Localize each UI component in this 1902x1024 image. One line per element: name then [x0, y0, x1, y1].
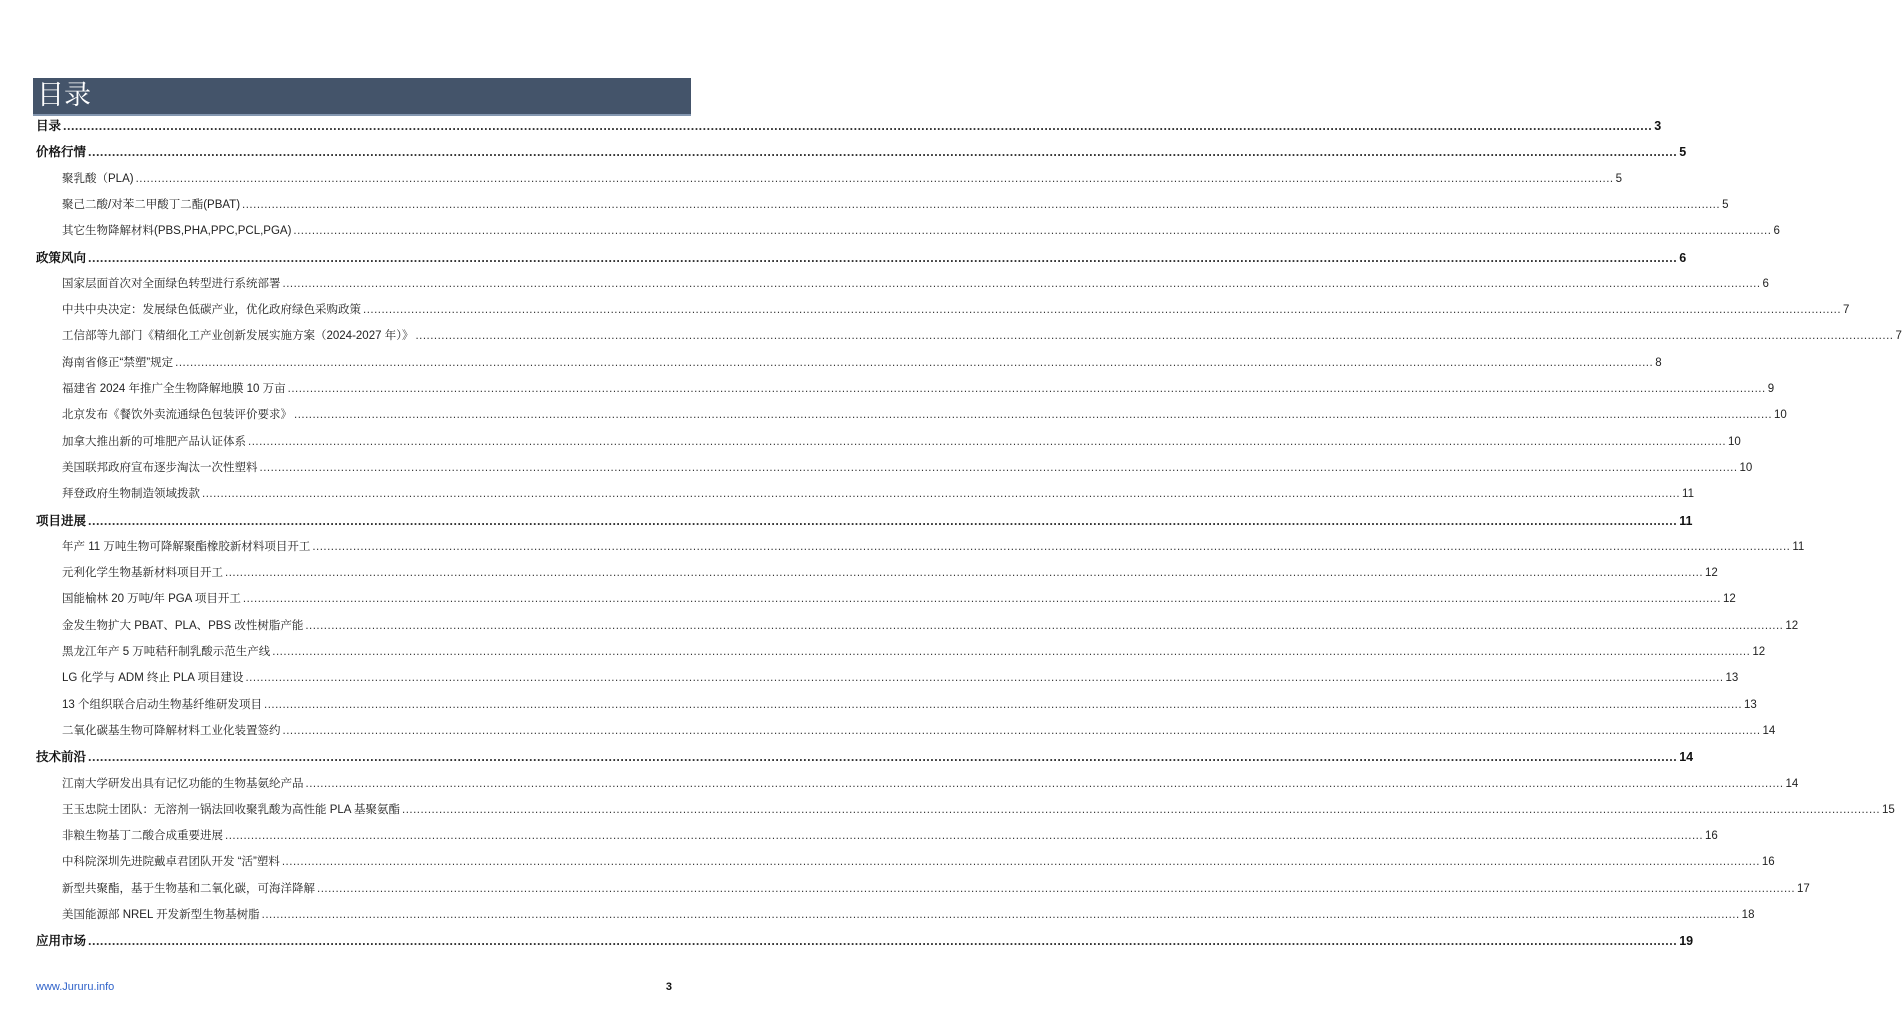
toc-dot-leader: ................................................................................................................................................................................................................................................................................................................................................................................................................	[282, 277, 1761, 290]
toc-entry-title: 13 个组织联合启动生物基纤维研发项目	[62, 698, 262, 711]
toc-dot-leader: ................................................................................................................................................................................................................................................................................................................................................................................................................	[88, 145, 1678, 160]
toc-entry-page: 11	[1792, 540, 1805, 553]
toc-entry-page: 9	[1767, 383, 1775, 395]
toc-entry-page: 3	[1654, 119, 1662, 133]
toc-entry-page: 11	[1679, 513, 1693, 528]
toc-subsection-entry[interactable]	[62, 564, 1718, 582]
toc-subsection-entry[interactable]	[62, 722, 1776, 740]
toc-dot-leader: ................................................................................................................................................................................................................................................................................................................................................................................................................	[312, 540, 1791, 553]
toc-section-entry[interactable]	[36, 143, 1687, 161]
toc-dot-leader: ................................................................................................................................................................................................................................................................................................................................................................................................................	[242, 198, 1721, 211]
toc-entry-page: 6	[1679, 250, 1687, 265]
toc-entry-title: 年产 11 万吨生物可降解聚酯橡胶新材料项目开工	[62, 540, 311, 553]
toc-subsection-entry[interactable]	[62, 170, 1623, 188]
toc-entry-title: 美国联邦政府宣布逐步淘汰一次性塑料	[62, 461, 258, 474]
toc-entry-page: 5	[1679, 145, 1687, 160]
toc-entry-page: 12	[1705, 567, 1718, 580]
toc-subsection-entry[interactable]	[62, 301, 1850, 319]
toc-dot-leader: ................................................................................................................................................................................................................................................................................................................................................................................................................	[305, 619, 1784, 632]
toc-dot-leader: ................................................................................................................................................................................................................................................................................................................................................................................................................	[88, 250, 1678, 265]
toc-entry-title: 其它生物降解材料(PBS,PHA,PPC,PCL,PGA)	[62, 225, 292, 238]
toc-dot-leader: ................................................................................................................................................................................................................................................................................................................................................................................................................	[245, 672, 1724, 685]
toc-subsection-entry[interactable]	[62, 538, 1805, 556]
toc-dot-leader: ................................................................................................................................................................................................................................................................................................................................................................................................................	[293, 225, 1772, 238]
toc-entry-title: 政策风向	[36, 250, 87, 265]
toc-dot-leader: ................................................................................................................................................................................................................................................................................................................................................................................................................	[264, 698, 1743, 711]
toc-dot-leader: ................................................................................................................................................................................................................................................................................................................................................................................................................	[281, 856, 1760, 869]
toc-entry-title: 拜登政府生物制造领域拨款	[62, 488, 200, 501]
toc-dot-leader: ................................................................................................................................................................................................................................................................................................................................................................................................................	[248, 435, 1727, 448]
toc-entry-page: 10	[1739, 461, 1753, 474]
toc-subsection-entry[interactable]	[62, 669, 1739, 687]
toc-dot-leader: ................................................................................................................................................................................................................................................................................................................................................................................................................	[88, 750, 1678, 765]
toc-entry-page: 11	[1682, 488, 1694, 501]
toc-entry-title: 中科院深圳先进院戴卓君团队开发 “活”塑料	[62, 856, 280, 869]
toc-section-entry[interactable]	[36, 932, 1694, 950]
toc-entry-title: 国能榆林 20 万吨/年 PGA 项目开工	[62, 593, 241, 606]
toc-subsection-entry[interactable]	[62, 827, 1718, 845]
page-title: 目录	[33, 78, 691, 114]
toc-entry-page: 14	[1679, 750, 1694, 765]
toc-section-entry[interactable]	[36, 117, 1662, 135]
toc-dot-leader: ................................................................................................................................................................................................................................................................................................................................................................................................................	[135, 172, 1614, 185]
toc-subsection-entry[interactable]	[62, 196, 1729, 214]
website-link[interactable]: www.Jururu.info	[36, 981, 115, 993]
toc-dot-leader: ................................................................................................................................................................................................................................................................................................................................................................................................................	[88, 934, 1678, 949]
toc-entry-title: 黑龙江年产 5 万吨秸秆制乳酸示范生产线	[62, 646, 271, 658]
toc-entry-title: 二氧化碳基生物可降解材料工业化装置签约	[62, 724, 281, 737]
toc-subsection-entry[interactable]	[62, 406, 1787, 424]
toc-entry-page: 15	[1882, 803, 1895, 816]
toc-dot-leader: ................................................................................................................................................................................................................................................................................................................................................................................................................	[63, 119, 1653, 133]
toc-entry-title: LG 化学与 ADM 终止 PLA 项目建设	[62, 672, 244, 685]
toc-entry-title: 工信部等九部门《精细化工产业创新发展实施方案（2024-2027 年）》	[62, 330, 414, 343]
page-number: 3	[665, 981, 672, 993]
toc-entry-title: 北京发布《餐饮外卖流通绿色包装评价要求》	[62, 409, 292, 422]
toc-entry-title: 技术前沿	[36, 750, 87, 765]
toc-dot-leader: ................................................................................................................................................................................................................................................................................................................................................................................................................	[225, 830, 1704, 843]
toc-dot-leader: ................................................................................................................................................................................................................................................................................................................................................................................................................	[272, 646, 1751, 658]
toc-subsection-entry[interactable]	[62, 880, 1810, 898]
toc-entry-page: 16	[1761, 856, 1775, 869]
toc-dot-leader: ................................................................................................................................................................................................................................................................................................................................................................................................................	[202, 488, 1681, 501]
toc-entry-title: 加拿大推出新的可堆肥产品认证体系	[62, 435, 246, 448]
toc-subsection-entry[interactable]	[62, 590, 1736, 608]
toc-entry-page: 10	[1774, 409, 1787, 422]
toc-entry-page: 5	[1722, 198, 1729, 211]
toc-entry-title: 目录	[36, 119, 62, 133]
toc-entry-title: 海南省修正“禁塑”规定	[62, 356, 174, 369]
toc-subsection-entry[interactable]	[62, 775, 1799, 793]
toc-entry-title: 美国能源部 NREL 开发新型生物基树脂	[62, 909, 260, 921]
toc-entry-page: 17	[1797, 882, 1810, 895]
toc-entry-title: 非粮生物基丁二酸合成重要进展	[62, 830, 223, 843]
toc-subsection-entry[interactable]	[62, 275, 1769, 293]
toc-subsection-entry[interactable]	[62, 327, 1902, 345]
toc-dot-leader: ................................................................................................................................................................................................................................................................................................................................................................................................................	[294, 409, 1773, 422]
toc-dot-leader: ................................................................................................................................................................................................................................................................................................................................................................................................................	[287, 383, 1766, 395]
toc-entry-page: 16	[1705, 830, 1718, 843]
toc-section-entry[interactable]	[36, 249, 1687, 267]
toc-dot-leader: ................................................................................................................................................................................................................................................................................................................................................................................................................	[305, 777, 1784, 790]
toc-entry-page: 13	[1725, 672, 1739, 685]
toc-entry-page: 7	[1843, 304, 1850, 317]
toc-dot-leader: ................................................................................................................................................................................................................................................................................................................................................................................................................	[175, 356, 1654, 369]
toc-dot-leader: ................................................................................................................................................................................................................................................................................................................................................................................................................	[261, 909, 1740, 921]
toc-subsection-entry[interactable]	[62, 853, 1775, 871]
toc-subsection-entry[interactable]	[62, 801, 1895, 819]
toc-entry-page: 19	[1679, 934, 1694, 949]
toc-subsection-entry[interactable]	[62, 485, 1694, 503]
toc-subsection-entry[interactable]	[62, 222, 1780, 240]
toc-entry-title: 聚乳酸（PLA)	[62, 172, 134, 185]
toc-dot-leader: ................................................................................................................................................................................................................................................................................................................................................................................................................	[363, 304, 1842, 317]
toc-subsection-entry[interactable]	[62, 643, 1766, 661]
toc-entry-page: 12	[1785, 619, 1799, 632]
toc-entry-title: 王玉忠院士团队：无溶剂一锅法回收聚乳酸为高性能 PLA 基聚氨酯	[62, 803, 400, 816]
toc-entry-title: 聚己二酸/对苯二甲酸丁二酯(PBAT)	[62, 198, 241, 211]
toc-entry-title: 国家层面首次对全面绿色转型进行系统部署	[62, 277, 281, 290]
toc-entry-title: 新型共聚酯，基于生物基和二氧化碳，可海洋降解	[62, 882, 315, 895]
toc-dot-leader: ................................................................................................................................................................................................................................................................................................................................................................................................................	[242, 593, 1721, 606]
toc-entry-title: 应用市场	[36, 934, 87, 949]
toc-entry-title: 中共中央决定：发展绿色低碳产业，优化政府绿色采购政策	[62, 304, 361, 317]
toc-dot-leader: ................................................................................................................................................................................................................................................................................................................................................................................................................	[282, 724, 1761, 737]
toc-entry-page: 8	[1655, 356, 1662, 369]
toc-subsection-entry[interactable]	[62, 617, 1799, 635]
toc-subsection-entry[interactable]	[62, 696, 1757, 714]
toc-dot-leader: ................................................................................................................................................................................................................................................................................................................................................................................................................	[88, 513, 1678, 528]
toc-entry-title: 福建省 2024 年推广全生物降解地膜 10 万亩	[62, 383, 286, 395]
toc-entry-page: 13	[1744, 698, 1757, 711]
toc-entry-page: 5	[1615, 172, 1623, 185]
toc-entry-page: 12	[1752, 646, 1766, 658]
toc-dot-leader: ................................................................................................................................................................................................................................................................................................................................................................................................................	[415, 330, 1894, 343]
toc-entry-page: 18	[1741, 909, 1755, 921]
toc-entry-page: 6	[1773, 225, 1780, 238]
toc-entry-title: 价格行情	[36, 145, 87, 160]
toc-entry-page: 6	[1762, 277, 1769, 290]
toc-subsection-entry[interactable]	[62, 354, 1662, 372]
toc-dot-leader: ................................................................................................................................................................................................................................................................................................................................................................................................................	[225, 567, 1704, 580]
toc-entry-title: 项目进展	[36, 513, 87, 528]
toc-entry-title: 江南大学研发出具有记忆功能的生物基氨纶产品	[62, 777, 304, 790]
toc-entry-title: 金发生物扩大 PBAT、PLA、PBS 改性树脂产能	[62, 619, 304, 632]
toc-subsection-entry[interactable]	[62, 380, 1775, 398]
toc-entry-page: 12	[1722, 593, 1736, 606]
toc-dot-leader: ................................................................................................................................................................................................................................................................................................................................................................................................................	[402, 803, 1881, 816]
toc-entry-page: 7	[1895, 330, 1902, 343]
toc-dot-leader: ................................................................................................................................................................................................................................................................................................................................................................................................................	[317, 882, 1796, 895]
toc-section-entry[interactable]	[36, 512, 1693, 530]
toc-subsection-entry[interactable]	[62, 459, 1753, 477]
toc-section-entry[interactable]	[36, 748, 1694, 766]
toc-entry-page: 14	[1785, 777, 1799, 790]
toc-entry-title: 元利化学生物基新材料项目开工	[62, 567, 223, 580]
toc-entry-page: 10	[1728, 435, 1741, 448]
toc-subsection-entry[interactable]	[62, 433, 1741, 451]
toc-dot-leader: ................................................................................................................................................................................................................................................................................................................................................................................................................	[259, 461, 1738, 474]
toc-entry-page: 14	[1762, 724, 1776, 737]
toc-subsection-entry[interactable]	[62, 906, 1755, 924]
